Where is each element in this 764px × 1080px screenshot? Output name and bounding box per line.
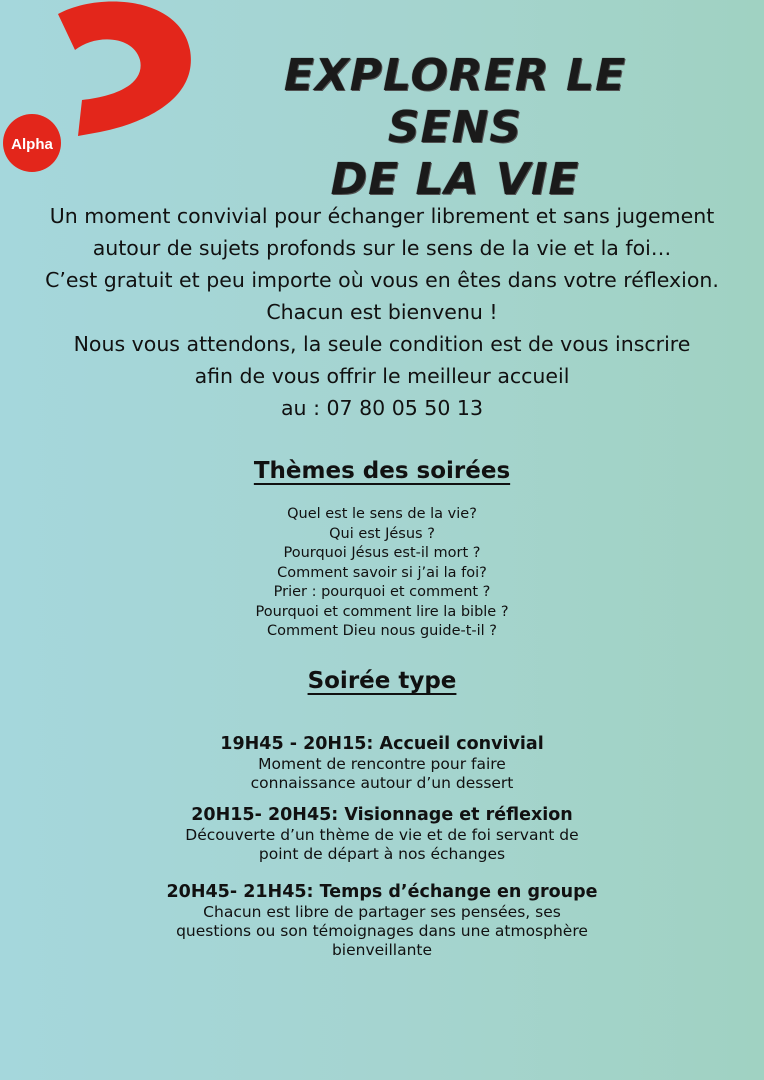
schedule-item-title: 20H45- 21H45: Temps d’échange en groupe — [166, 882, 598, 902]
schedule-item-title: 20H15- 20H45: Visionnage et réflexion — [191, 805, 573, 825]
theme-item: Qui est Jésus ? — [329, 525, 435, 542]
alpha-logo — [0, 0, 200, 180]
page-title — [250, 50, 660, 206]
intro-line: Nous vous attendons, la seule condition est de vous inscrire — [73, 332, 691, 356]
schedule-item — [0, 804, 764, 864]
themes-heading: Thèmes des soirées — [253, 458, 511, 484]
intro-line: Un moment convivial pour échanger librement et sans jugement — [49, 204, 715, 228]
intro-line: Chacun est bienvenu ! — [266, 300, 498, 324]
schedule-item-desc: connaissance autour d’un dessert — [250, 774, 514, 792]
alpha-logo-text: Alpha — [11, 136, 53, 153]
intro-line: afin de vous offrir le meilleur accueil — [194, 364, 570, 388]
schedule-item — [0, 881, 764, 960]
question-mark-shape — [58, 1, 191, 136]
schedule-item — [0, 733, 764, 793]
schedule-item-title: 19H45 - 20H15: Accueil convivial — [220, 734, 544, 754]
schedule-item-desc: questions ou son témoignages dans une atmosphère — [176, 922, 588, 940]
intro-line: autour de sujets profonds sur le sens de la vie et la foi… — [92, 236, 672, 260]
theme-item: Quel est le sens de la vie? — [287, 506, 477, 522]
intro-line: C’est gratuit et peu importe où vous en êtes dans votre réflexion. — [45, 268, 719, 292]
themes-list — [0, 505, 764, 642]
title-line-2: DE LA VIE — [330, 154, 580, 205]
title-line-1: EXPLORER LE SENS — [283, 50, 627, 153]
schedule-item-desc: bienveillante — [331, 941, 433, 959]
schedule-item-desc: Découverte d’un thème de vie et de foi servant de — [185, 826, 579, 844]
phone-number: au : 07 80 05 50 13 — [281, 396, 483, 420]
theme-item: Comment Dieu nous guide-t-il ? — [266, 623, 498, 639]
schedule-heading: Soirée type — [307, 668, 457, 694]
intro-paragraph — [20, 200, 744, 424]
schedule-item-desc: Moment de rencontre pour faire — [258, 755, 506, 773]
theme-item: Pourquoi Jésus est-il mort ? — [283, 545, 481, 561]
schedule-item-desc: Chacun est libre de partager ses pensées, ses — [203, 903, 561, 921]
theme-item: Pourquoi et comment lire la bible ? — [255, 603, 509, 620]
theme-item: Comment savoir si j’ai la foi? — [277, 564, 487, 581]
theme-item: Prier : pourquoi et comment ? — [273, 584, 491, 600]
schedule-item-desc: point de départ à nos échanges — [258, 845, 506, 863]
